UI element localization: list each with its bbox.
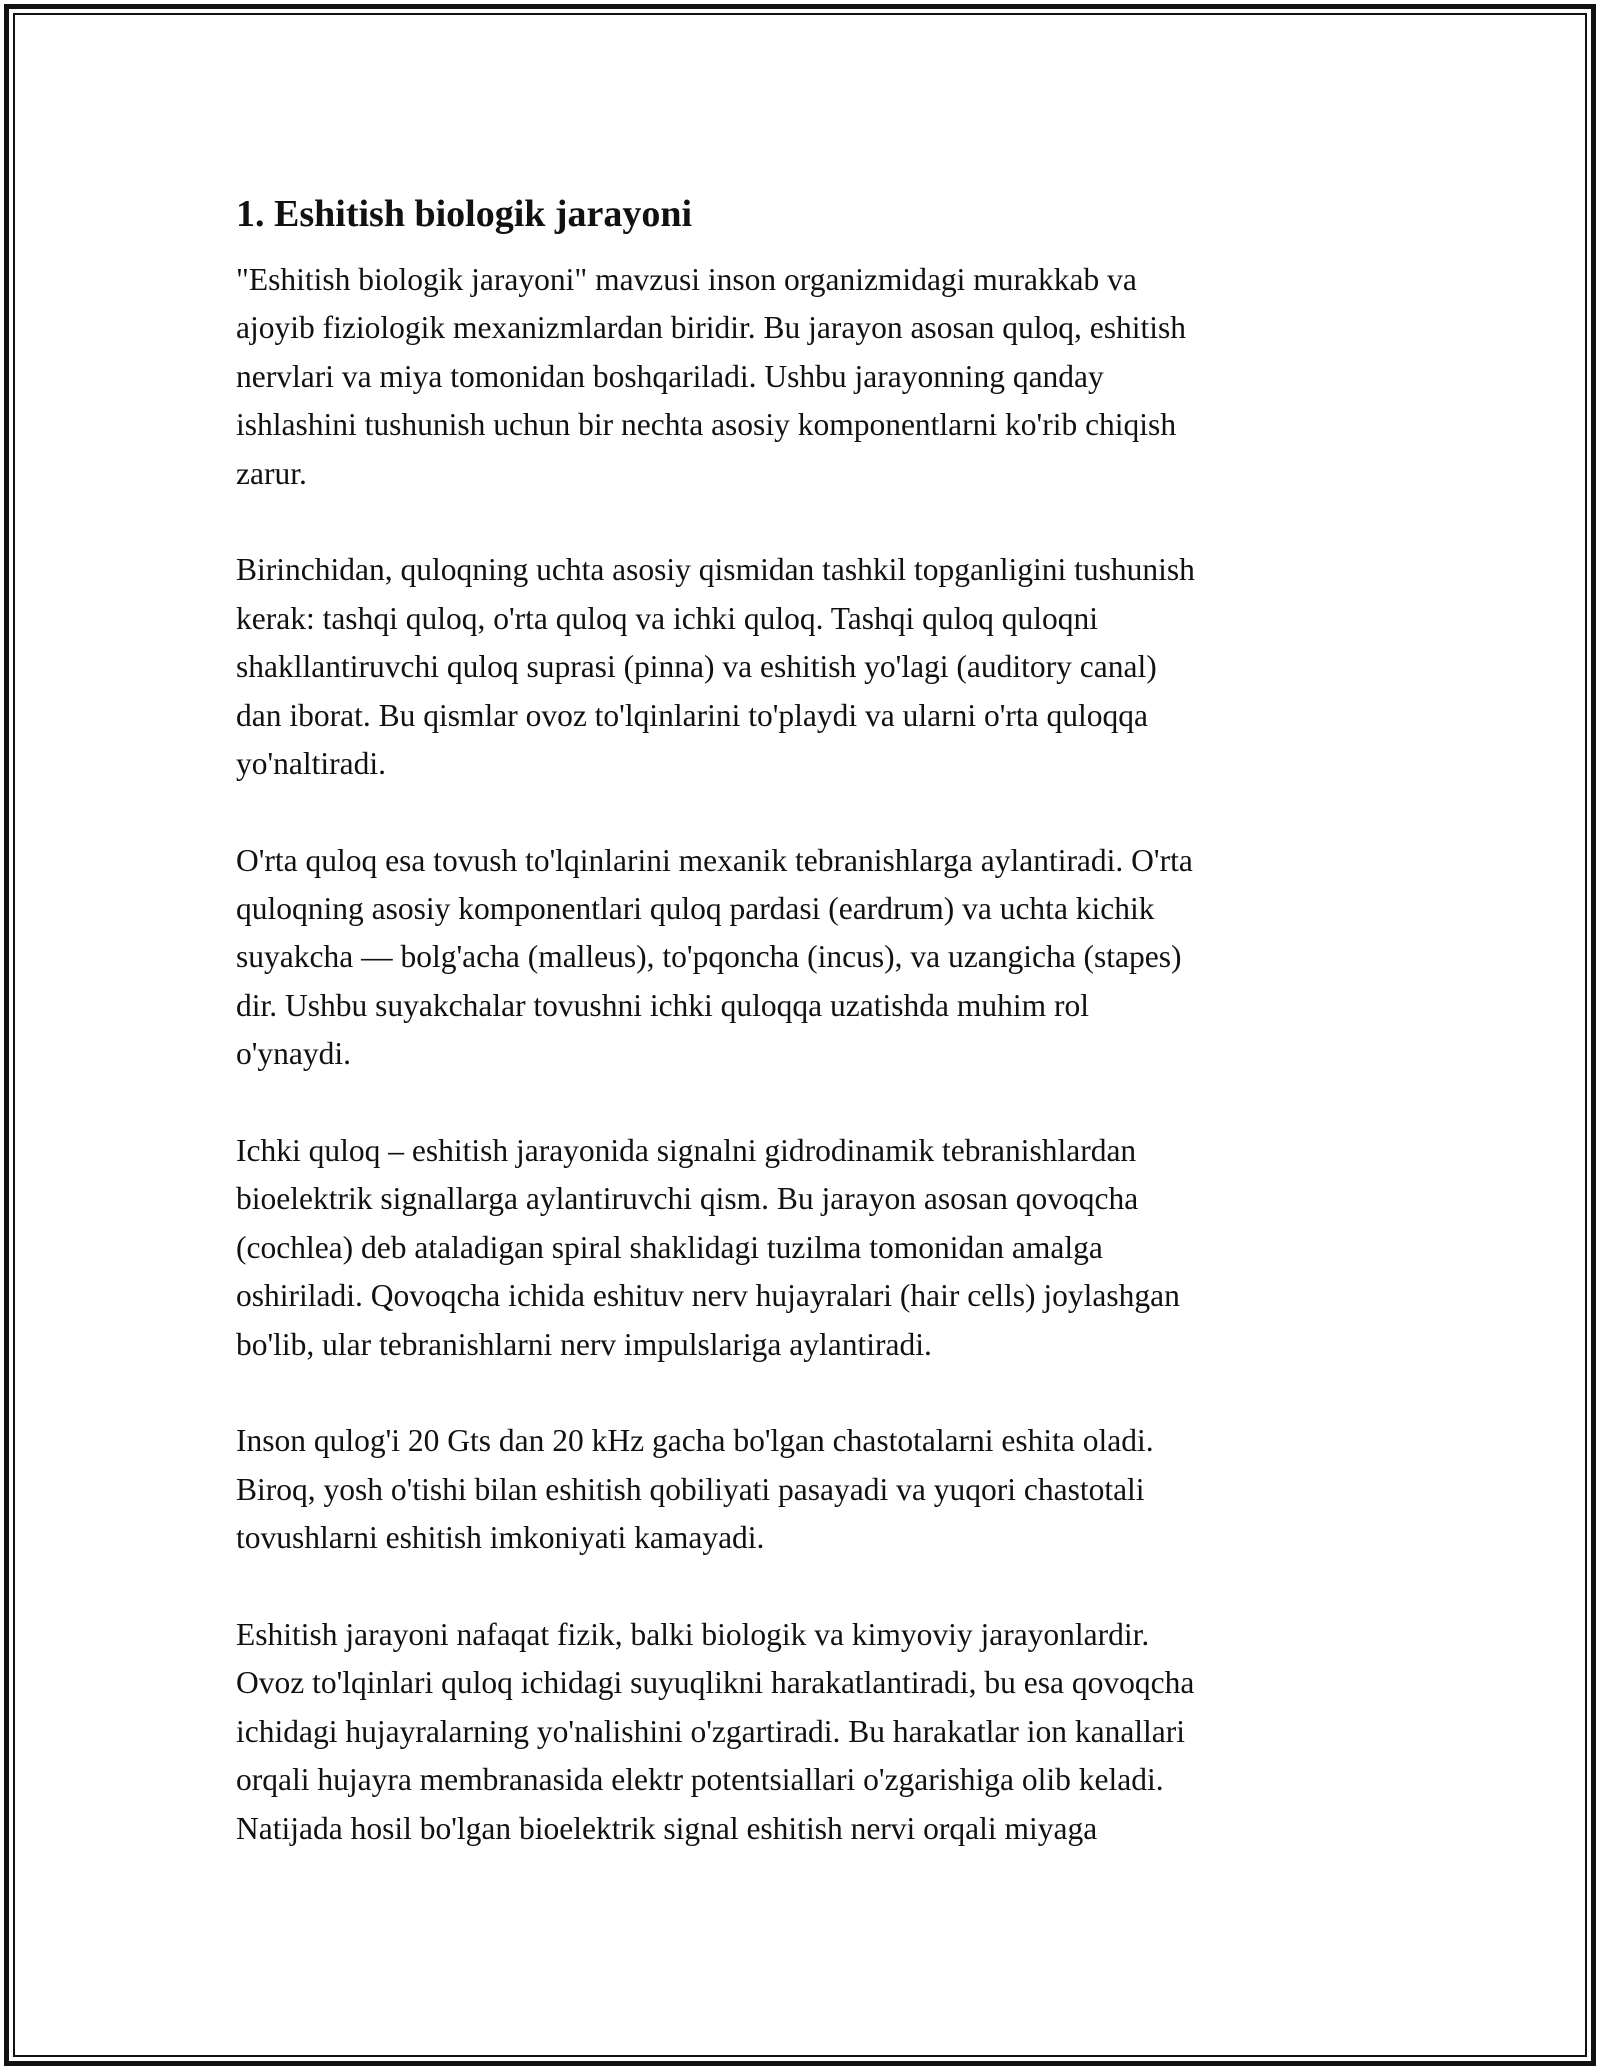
paragraph-inner-ear <box>236 1127 1366 1369</box>
text-line: tovushlarni eshitish imkoniyati kamayadi. <box>236 1520 765 1556</box>
text-line: Natijada hosil bo'lgan bioelektrik signal eshitish nervi orqali miyaga <box>236 1810 1098 1846</box>
text-line: ichidagi hujayralarning yo'nalishini o'zgartiradi. Bu harakatlar ion kanallari <box>236 1713 1186 1749</box>
paragraph-ear-parts <box>236 546 1366 788</box>
paragraph-intro <box>236 256 1366 498</box>
text-line: kerak: tashqi quloq, o'rta quloq va ichki quloq. Tashqi quloq quloqni <box>236 600 1099 636</box>
text-line: yo'naltiradi. <box>236 745 387 781</box>
text-line: o'ynaydi. <box>236 1036 352 1072</box>
text-line: oshiriladi. Qovoqcha ichida eshituv nerv hujayralari (hair cells) joylashgan <box>236 1278 1180 1314</box>
text-line: (cochlea) deb ataladigan spiral shaklidagi tuzilma tomonidan amalga <box>236 1229 1103 1265</box>
text-line: Ichki quloq – eshitish jarayonida signalni gidrodinamik tebranishlardan <box>236 1133 1137 1169</box>
paragraph-middle-ear <box>236 837 1366 1079</box>
text-line: bioelektrik signallarga aylantiruvchi qism. Bu jarayon asosan qovoqcha <box>236 1181 1139 1217</box>
text-line: ishlashini tushunish uchun bir nechta asosiy komponentlarni ko'rib chiqish <box>236 407 1177 443</box>
text-line: dan iborat. Bu qismlar ovoz to'lqinlarini to'playdi va ularni o'rta quloqqa <box>236 697 1148 733</box>
text-line: Ovoz to'lqinlari quloq ichidagi suyuqlikni harakatlantiradi, bu esa qovoqcha <box>236 1665 1195 1701</box>
text-line: Eshitish jarayoni nafaqat fizik, balki biologik va kimyoviy jarayonlardir. <box>236 1616 1150 1652</box>
paragraph-biochemical-process <box>236 1611 1366 1853</box>
text-line: Biroq, yosh o'tishi bilan eshitish qobiliyati pasayadi va yuqori chastotali <box>236 1471 1145 1507</box>
section-heading: 1. Eshitish biologik jarayoni <box>236 193 693 235</box>
text-line: bo'lib, ular tebranishlarni nerv impulslariga aylantiradi. <box>236 1326 932 1362</box>
text-line: zarur. <box>236 455 307 491</box>
text-line: nervlari va miya tomonidan boshqariladi. Ushbu jarayonning qanday <box>236 358 1104 394</box>
text-line: shakllantiruvchi quloq suprasi (pinna) va eshitish yo'lagi (auditory canal) <box>236 649 1157 685</box>
text-line: ajoyib fiziologik mexanizmlardan biridir. Bu jarayon asosan quloq, eshitish <box>236 310 1187 346</box>
text-line: suyakcha — bolg'acha (malleus), to'pqoncha (incus), va uzangicha (stapes) <box>236 939 1182 975</box>
text-line: Inson qulog'i 20 Gts dan 20 kHz gacha bo'lgan chastotalarni eshita oladi. <box>236 1423 1154 1459</box>
text-line: Birinchidan, quloqning uchta asosiy qismidan tashkil topganligini tushunish <box>236 552 1195 588</box>
text-line: O'rta quloq esa tovush to'lqinlarini mexanik tebranishlarga aylantiradi. O'rta <box>236 842 1193 878</box>
text-line: orqali hujayra membranasida elektr potentsiallari o'zgarishiga olib keladi. <box>236 1762 1164 1798</box>
text-line: "Eshitish biologik jarayoni" mavzusi inson organizmidagi murakkab va <box>236 262 1137 297</box>
document-content <box>236 190 1366 1901</box>
text-line: quloqning asosiy komponentlari quloq pardasi (eardrum) va uchta kichik <box>236 891 1155 927</box>
paragraph-frequency-range <box>236 1417 1366 1562</box>
text-line: dir. Ushbu suyakchalar tovushni ichki quloqqa uzatishda muhim rol <box>236 987 1089 1023</box>
